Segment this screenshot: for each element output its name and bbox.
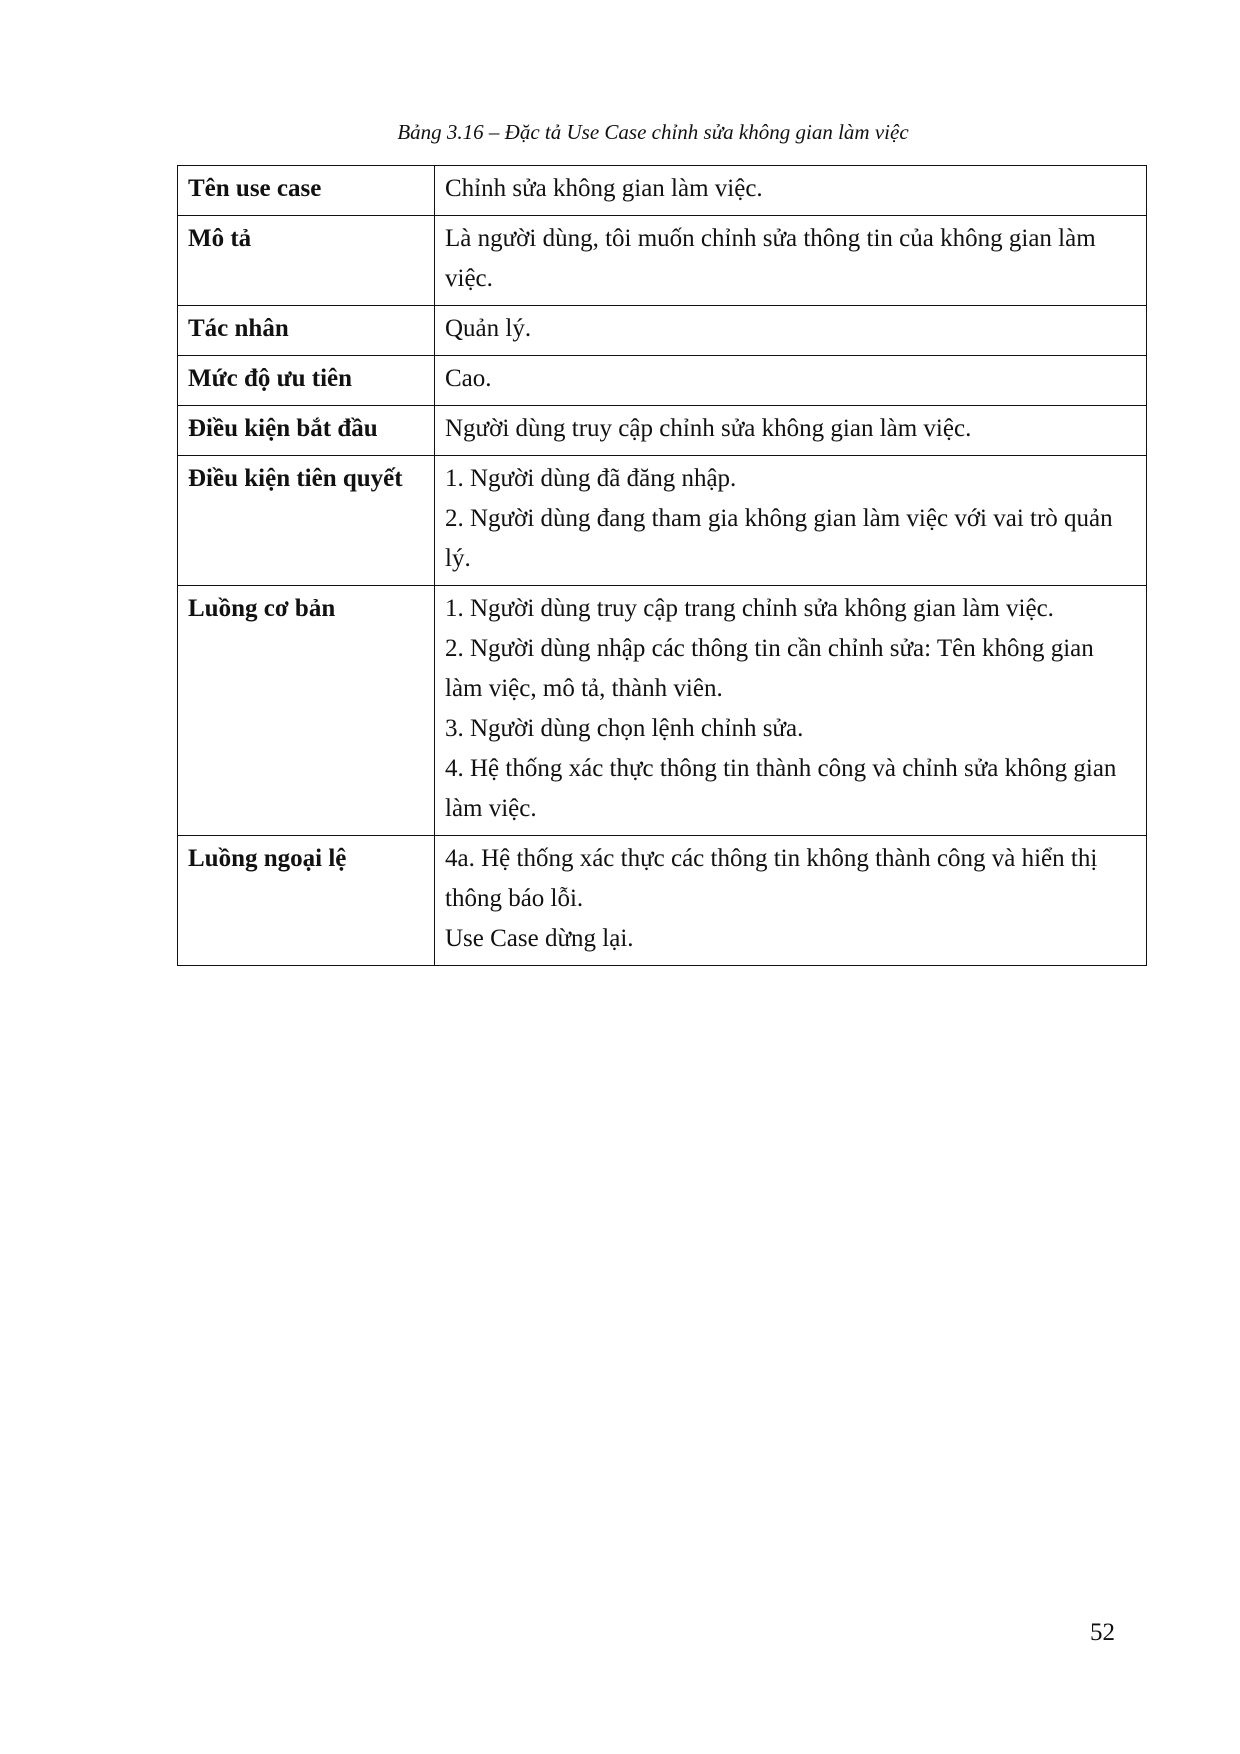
value-line: 4. Hệ thống xác thực thông tin thành công và chỉnh sửa không gian làm việc. (445, 755, 1117, 822)
row-value (435, 166, 1147, 216)
row-label: Điều kiện tiên quyết (178, 456, 435, 586)
row-value (435, 456, 1147, 586)
row-label: Mô tả (178, 216, 435, 306)
value-line: Quản lý. (445, 315, 532, 342)
value-line: 1. Người dùng đã đăng nhập. (445, 465, 737, 492)
row-value (435, 586, 1147, 836)
table-row (178, 406, 1147, 456)
value-line: 3. Người dùng chọn lệnh chỉnh sửa. (445, 715, 804, 742)
value-line: 2. Người dùng đang tham gia không gian làm việc với vai trò quản lý. (445, 505, 1113, 572)
value-line: 1. Người dùng truy cập trang chỉnh sửa không gian làm việc. (445, 595, 1054, 622)
row-value (435, 306, 1147, 356)
row-value (435, 836, 1147, 966)
row-value (435, 356, 1147, 406)
row-label: Điều kiện bắt đầu (178, 406, 435, 456)
use-case-spec-table (177, 165, 1147, 966)
table-row (178, 456, 1147, 586)
table-row (178, 216, 1147, 306)
table-row (178, 836, 1147, 966)
table-row (178, 356, 1147, 406)
row-value (435, 216, 1147, 306)
value-line: Là người dùng, tôi muốn chỉnh sửa thông tin của không gian làm việc. (445, 225, 1096, 292)
value-line: 2. Người dùng nhập các thông tin cần chỉnh sửa: Tên không gian làm việc, mô tả, thành viên. (445, 635, 1094, 702)
value-line: Cao. (445, 365, 492, 392)
row-label: Luồng cơ bản (178, 586, 435, 836)
row-label: Tên use case (178, 166, 435, 216)
row-label: Luồng ngoại lệ (178, 836, 435, 966)
value-line: Use Case dừng lại. (445, 925, 634, 952)
table-row (178, 586, 1147, 836)
table-row (178, 306, 1147, 356)
value-line: Chỉnh sửa không gian làm việc. (445, 175, 763, 202)
row-label: Tác nhân (178, 306, 435, 356)
row-value (435, 406, 1147, 456)
row-label: Mức độ ưu tiên (178, 356, 435, 406)
value-line: 4a. Hệ thống xác thực các thông tin không thành công và hiển thị thông báo lỗi. (445, 845, 1098, 912)
table-row (178, 166, 1147, 216)
page-number: 52 (1090, 1619, 1115, 1646)
table-caption: Bảng 3.16 – Đặc tả Use Case chỉnh sửa không gian làm việc (397, 120, 909, 144)
value-line: Người dùng truy cập chỉnh sửa không gian làm việc. (445, 415, 972, 442)
